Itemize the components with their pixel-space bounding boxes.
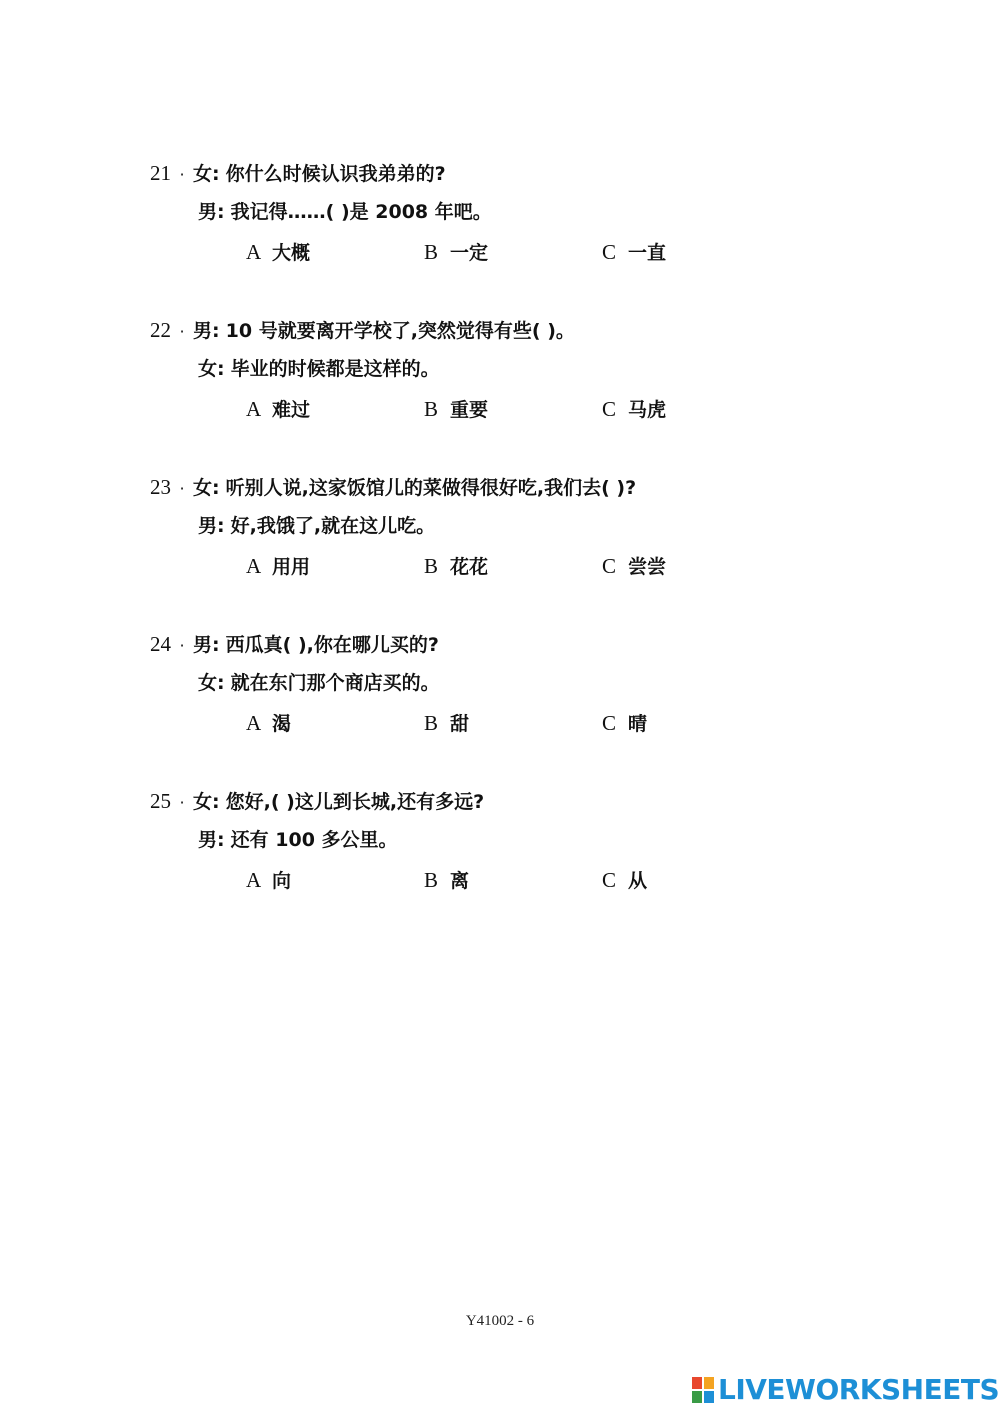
option-text: 离 [450,870,470,892]
option-text: 用用 [272,556,311,578]
brand-name: LIVEWORKSHEETS [718,1373,1000,1406]
page-footer: Y41002 - 6 [465,1313,535,1329]
option-text: 重要 [450,399,489,421]
option-text: 从 [628,870,648,892]
bullet-dot: · [179,793,185,812]
question-number: 25 [150,789,171,813]
speaker-label: 女: [193,477,220,499]
option-letter: B [424,868,439,892]
option-letter: B [424,554,439,578]
liveworksheets-logo [692,1372,1000,1408]
dialogue-text: 西瓜真( ),你在哪儿买的? [225,634,439,656]
bullet-dot: · [179,165,185,184]
dialogue-text: 我记得……( )是 2008 年吧。 [230,201,492,223]
question-24 [150,629,910,759]
option-letter: A [246,711,262,735]
dialogue-text: 你什么时候认识我弟弟的? [225,163,446,185]
question-23 [150,472,910,602]
option-c[interactable] [602,865,647,895]
question-reply-line [198,511,435,541]
option-letter: C [602,711,617,735]
answer-options [246,708,806,738]
option-letter: C [602,868,617,892]
question-reply-line [198,668,440,698]
speaker-label: 男: [198,515,225,537]
question-number: 21 [150,161,171,185]
speaker-label: 男: [193,320,220,342]
option-c[interactable] [602,394,666,424]
option-letter: B [424,397,439,421]
option-letter: A [246,240,262,264]
option-letter: C [602,397,617,421]
option-text: 甜 [450,713,470,735]
option-text: 晴 [628,713,648,735]
liveworksheets-logo-icon [692,1377,714,1403]
dialogue-text: 就在东门那个商店买的。 [230,672,440,694]
option-c[interactable] [602,551,666,581]
bullet-dot: · [179,479,185,498]
option-a[interactable] [246,708,291,738]
option-text: 尝尝 [628,556,667,578]
speaker-label: 男: [198,829,225,851]
option-a[interactable] [246,865,291,895]
option-b[interactable] [424,237,488,267]
answer-options [246,394,806,424]
option-text: 一直 [628,242,667,264]
question-reply-line [198,197,492,227]
question-21 [150,158,910,288]
option-text: 大概 [272,242,311,264]
speaker-label: 男: [198,201,225,223]
dialogue-text: 听别人说,这家饭馆儿的菜做得很好吃,我们去( )? [225,477,637,499]
bullet-dot: · [179,322,185,341]
option-a[interactable] [246,551,310,581]
option-text: 马虎 [628,399,667,421]
option-b[interactable] [424,551,488,581]
option-letter: B [424,711,439,735]
question-25 [150,786,910,916]
speaker-label: 女: [193,163,220,185]
answer-options [246,865,806,895]
question-number: 22 [150,318,171,342]
option-b[interactable] [424,865,469,895]
option-c[interactable] [602,237,666,267]
option-text: 花花 [450,556,489,578]
option-b[interactable] [424,394,488,424]
option-text: 一定 [450,242,489,264]
speaker-label: 女: [193,791,220,813]
speaker-label: 女: [198,672,225,694]
dialogue-text: 还有 100 多公里。 [230,829,398,851]
option-b[interactable] [424,708,469,738]
question-prompt-line [150,158,446,188]
question-prompt-line [150,315,575,345]
question-prompt-line [150,786,484,816]
bullet-dot: · [179,636,185,655]
option-a[interactable] [246,394,310,424]
dialogue-text: 毕业的时候都是这样的。 [230,358,440,380]
option-letter: A [246,868,262,892]
speaker-label: 女: [198,358,225,380]
question-reply-line [198,354,440,384]
speaker-label: 男: [193,634,220,656]
option-text: 渴 [272,713,292,735]
question-22 [150,315,910,445]
option-text: 向 [272,870,292,892]
option-letter: A [246,554,262,578]
option-letter: A [246,397,262,421]
question-number: 23 [150,475,171,499]
option-letter: B [424,240,439,264]
option-a[interactable] [246,237,310,267]
question-reply-line [198,825,398,855]
option-letter: C [602,240,617,264]
answer-options [246,237,806,267]
dialogue-text: 您好,( )这儿到长城,还有多远? [225,791,485,813]
dialogue-text: 好,我饿了,就在这儿吃。 [230,515,436,537]
answer-options [246,551,806,581]
option-letter: C [602,554,617,578]
dialogue-text: 10 号就要离开学校了,突然觉得有些( )。 [225,320,575,342]
question-number: 24 [150,632,171,656]
question-prompt-line [150,629,439,659]
question-prompt-line [150,472,636,502]
option-text: 难过 [272,399,311,421]
option-c[interactable] [602,708,647,738]
